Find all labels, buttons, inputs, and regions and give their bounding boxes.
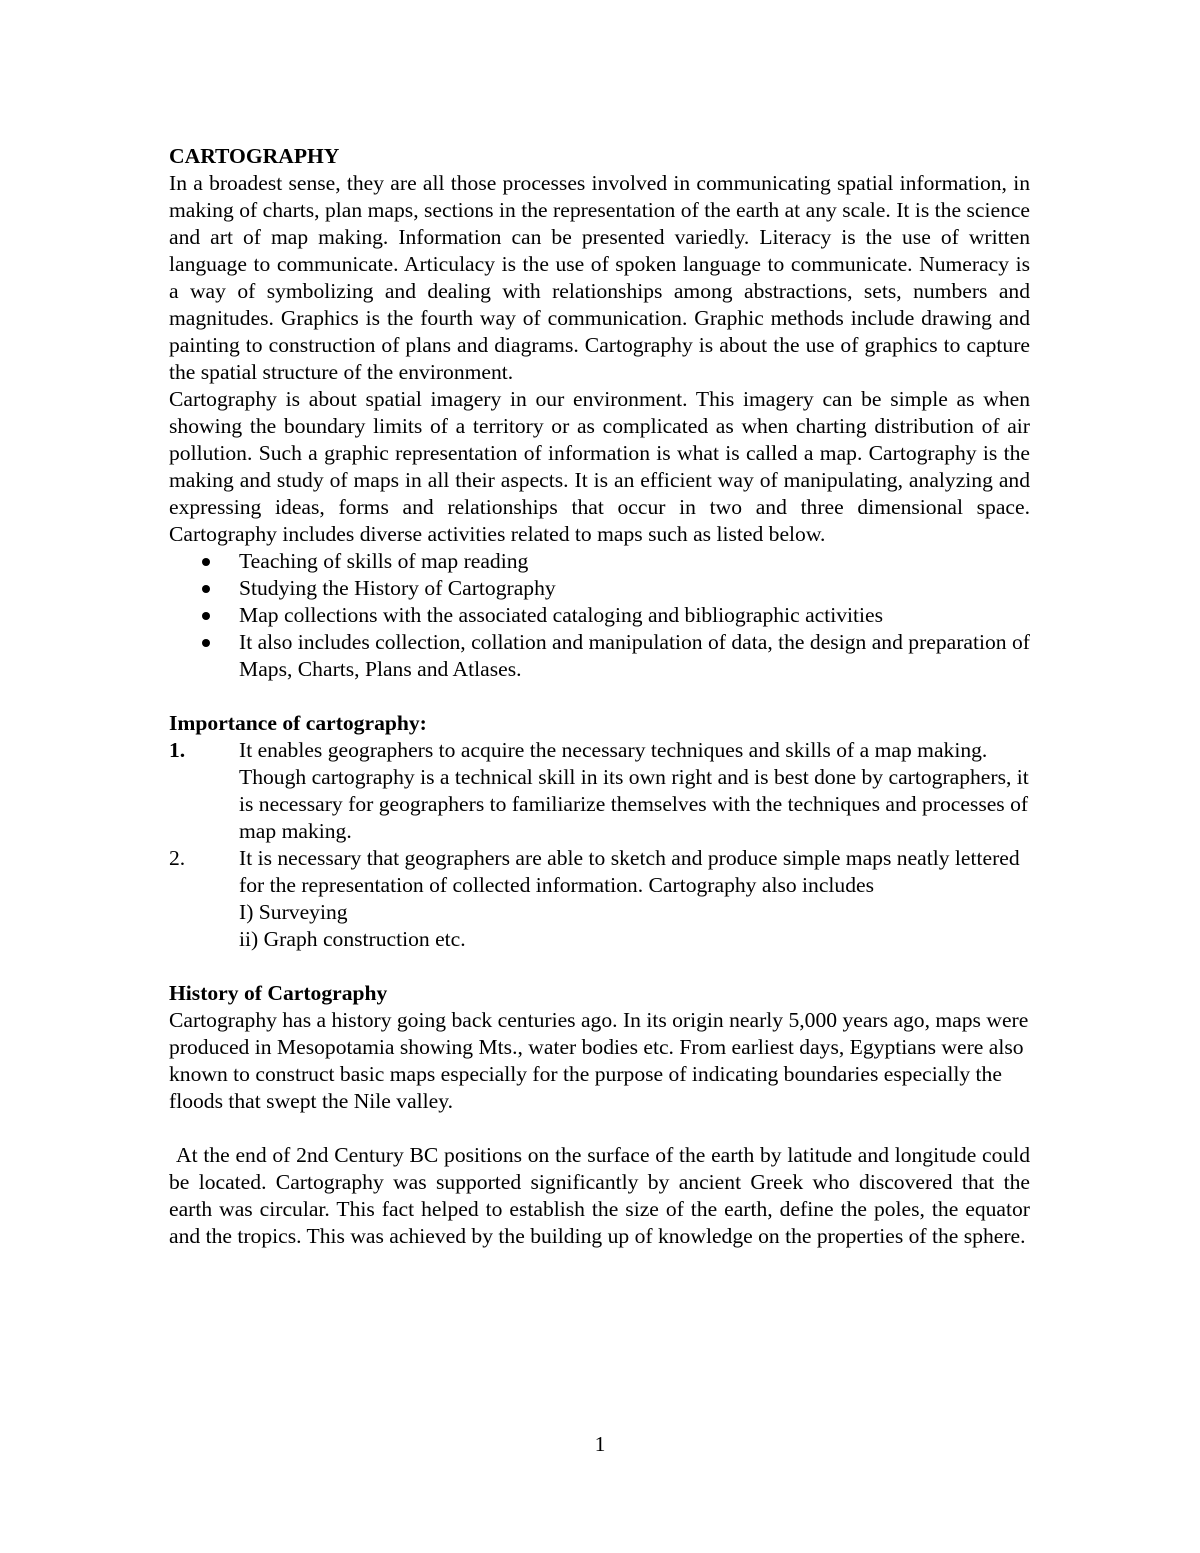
importance-list: [169, 737, 1030, 953]
spacer: [169, 1115, 1030, 1142]
list-item-text: Studying the History of Cartography: [239, 576, 556, 600]
bullet-icon: [202, 639, 210, 647]
list-item-text: It also includes collection, collation and manipulation of data, the design and preparation of Maps, Charts, Plans and Atlases.: [239, 630, 1030, 681]
page-content: [169, 143, 1030, 1250]
list-item: [169, 845, 1030, 953]
list-item: [169, 602, 1030, 629]
list-number: 1.: [169, 738, 186, 762]
sub-item: I) Surveying: [239, 900, 348, 924]
list-item-text: It is necessary that geographers are able to sketch and produce simple maps neatly lettered for the representation of collected information. Cartography also includes: [239, 846, 1020, 897]
bullet-icon: [202, 558, 210, 566]
bullet-icon: [202, 612, 210, 620]
second-paragraph: Cartography is about spatial imagery in our environment. This imagery can be simple as when showing the boundary limits of a territory or as complicated as when charting distribution of air pollution. Such a graphic representation of information is what is called a map. Cartography is the making and study of maps in all their aspects. It is an efficient way of manipulating, analyzing and expressing ideas, forms and relationships that occur in two and three dimensional space. Cartography includes diverse activities related to maps such as listed below.: [169, 387, 1030, 546]
list-item: [169, 737, 1030, 845]
list-item-text: Teaching of skills of map reading: [239, 549, 529, 573]
activities-list: [169, 548, 1030, 683]
document-title: CARTOGRAPHY: [169, 144, 340, 168]
history-heading: History of Cartography: [169, 981, 388, 1005]
list-item: [169, 548, 1030, 575]
history-paragraph-2: At the end of 2nd Century BC positions on the surface of the earth by latitude and longitude could be located. Cartography was supported significantly by ancient Greek who discovered that the earth was circular. This fact helped to establish the size of the earth, define the poles, the equator and the tropics. This was achieved by the building up of knowledge on the properties of the sphere.: [169, 1143, 1030, 1248]
list-item: [169, 629, 1030, 683]
page-number: 1: [594, 1432, 606, 1456]
list-item-text: Map collections with the associated cataloging and bibliographic activities: [239, 603, 884, 627]
spacer: [169, 683, 1030, 710]
intro-paragraph: In a broadest sense, they are all those processes involved in communicating spatial information, in making of charts, plan maps, sections in the representation of the earth at any scale. It is the science and art of map making. Information can be presented variedly. Literacy is the use of written language to communicate. Articulacy is the use of spoken language to communicate. Numeracy is a way of symbolizing and dealing with relationships among abstractions, sets, numbers and magnitudes. Graphics is the fourth way of communication. Graphic methods include drawing and painting to construction of plans and diagrams. Cartography is about the use of graphics to capture the spatial structure of the environment.: [169, 171, 1030, 384]
importance-heading: Importance of cartography:: [169, 711, 427, 735]
sub-item: ii) Graph construction etc.: [239, 927, 466, 951]
bullet-icon: [202, 585, 210, 593]
list-item: [169, 575, 1030, 602]
list-item-text: It enables geographers to acquire the necessary techniques and skills of a map making. Though cartography is a technical skill in its own right and is best done by cartographers, it is necessary for geographers to familiarize themselves with the techniques and processes of map making.: [239, 738, 1029, 843]
list-number: 2.: [169, 846, 186, 870]
history-paragraph-1: Cartography has a history going back centuries ago. In its origin nearly 5,000 years ago, maps were produced in Mesopotamia showing Mts., water bodies etc. From earliest days, Egyptians were also known to construct basic maps especially for the purpose of indicating boundaries especially the floods that swept the Nile valley.: [169, 1008, 1029, 1113]
spacer: [169, 953, 1030, 980]
